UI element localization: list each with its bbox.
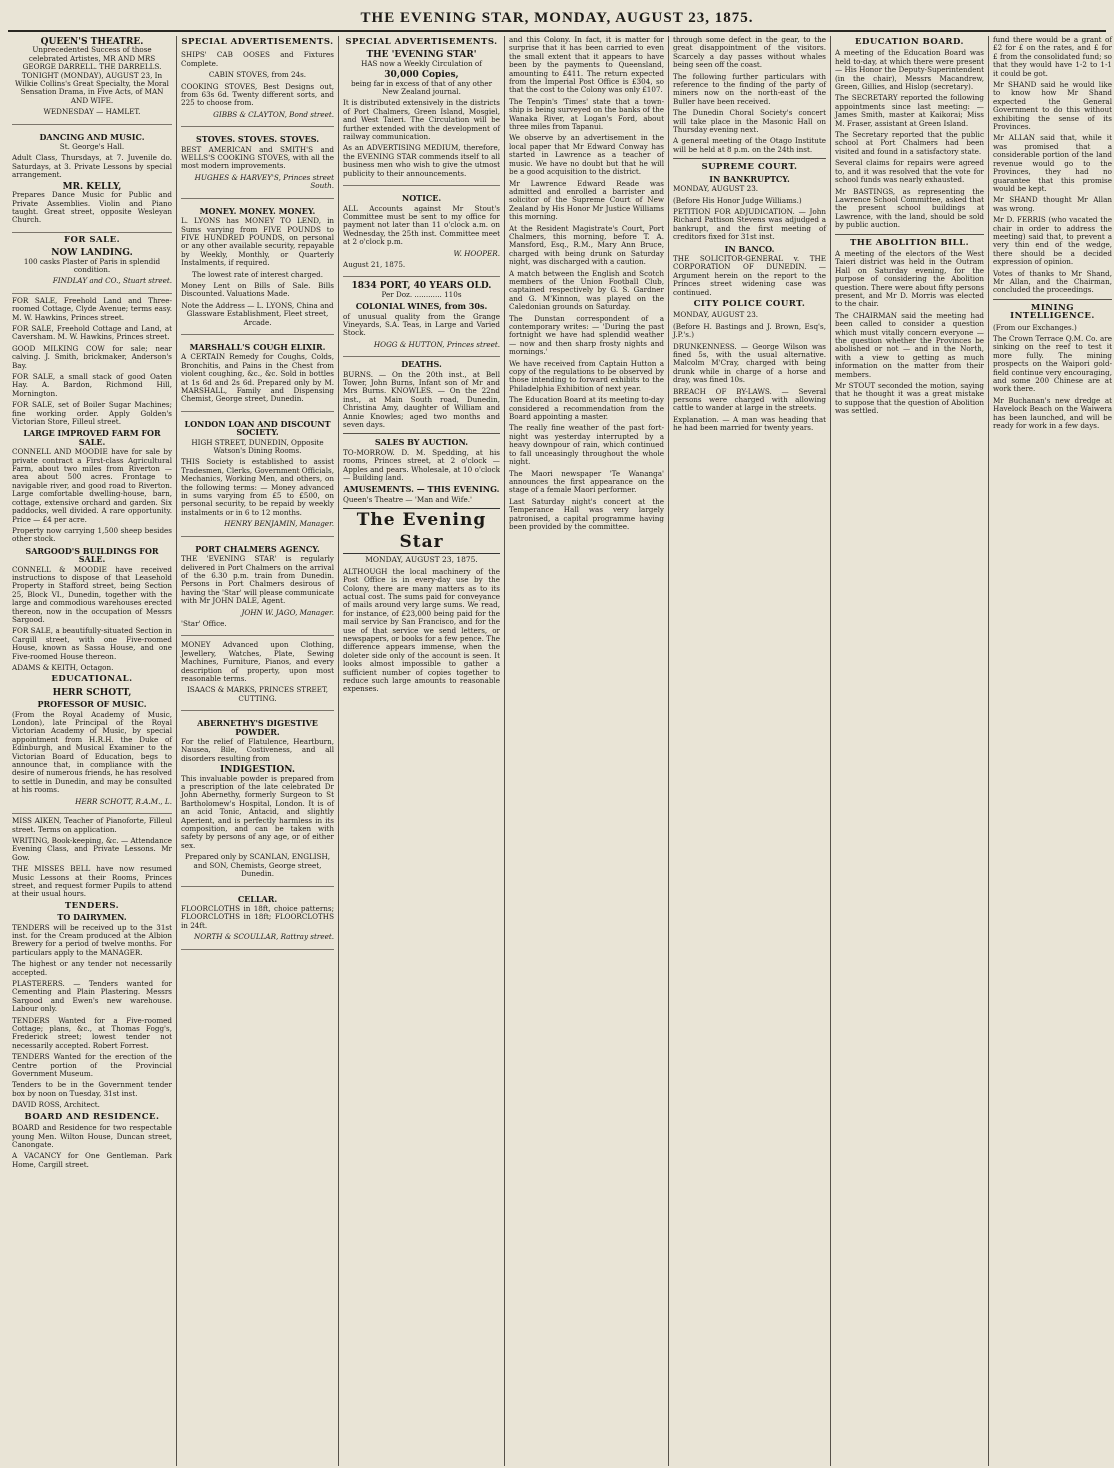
schott-sign: HERR SCHOTT, R.A.M., L. [75,796,172,806]
mining-text: The Crown Terrace Q.M. Co. are sinking on the reef to test it more fully. The mining prospects on the Waipori gold-field continue very encouraging, and some 200 Chinese are at work there. [993,334,1112,394]
columns [8,36,1112,1466]
amusements-text: Queen's Theatre — 'Man and Wife.' [343,494,472,504]
abolition-bill-heading: THE ABOLITION BILL. [849,237,970,248]
kelly-name: MR. KELLY, [62,181,122,192]
farm-heading: LARGE IMPROVED FARM FOR SALE. [23,428,161,447]
schott-title: PROFESSOR OF MUSIC. [37,699,147,710]
vacancy-ad: A VACANCY for One Gentleman. Park Home, Cargill street. [12,1151,172,1169]
money-heading: MONEY. MONEY. MONEY. [199,205,316,216]
masthead: THE EVENING STAR, MONDAY, AUGUST 23, 1875. [8,6,1106,32]
port-wine-ad [343,280,500,357]
lyons-interest: The lowest rate of interest charged. [191,269,323,279]
farm-text: CONNELL AND MOODIE have for sale by private contract a First-class Agricultural Farm, about two miles from Riverton — area about 500 acres. Frontage to navigable river, and good road to Riverton. Large comfortable dwelling-house, barn, cottage, extensive orchard and garden. Six paddocks, well divided. A rare opportunity. Price — £4 per acre. [12,447,172,524]
col4-para-1: The Tenpin's 'Times' state that a town-ship is being surveyed on the banks of the Wanaka River, at Logan's Ford, about three miles from Tapanui. [509,96,664,132]
notice-heading: NOTICE. [401,193,442,204]
amusements-heading: AMUSEMENTS. — THIS EVENING. [343,484,500,495]
col4-para-7: We have received from Captain Hutton a copy of the regulations to be observed by those intending to forward exhibits to the Philadelphia Exhibition of next year. [509,358,664,393]
star-ad-title: THE 'EVENING STAR' [366,50,477,61]
mining-heading: MINING INTELLIGENCE. [1010,302,1095,322]
banco-text: THE SOLICITOR-GENERAL v. THE CORPORATION OF DUNEDIN. — Argument herein on the report to the Princes street widening case was continued. [673,253,826,297]
abernethy-heading: ABERNETHY'S DIGESTIVE POWDER. [197,718,318,737]
notice-date: August 21, 1875. [343,259,406,269]
london-text: THIS Society is established to assist Tradesmen, Clerks, Government Officials, Mechanics, Working Men, and others, on the following terms: — Money advanced in sums varying from £5 to £500, on personal security, to be repaid by weekly instalments or in 6 to 12 months. [181,457,334,517]
circulation-figure: 30,000 Copies, [384,70,459,81]
education-text-4: Several claims for repairs were agreed to, and it was resolved that the vote for school funds was nearly exhausted. [835,158,984,185]
queens-theatre-ad [12,36,172,125]
sale-3: FOR SALE, a small stack of good Oaten Hay. A. Bardon, Richmond Hill, Mornington. [12,372,172,398]
sale-1: FOR SALE, Freehold Land and Three-roomed Cottage, Clyde Avenue; terms easy. M. W. Hawkins, Princes street. [12,295,172,322]
dairy-note: The highest or any tender not necessarily accepted. [12,959,172,977]
editorial-text: ALTHOUGH the local machinery of the Post Office is in every-day use by the Colony, there are many matters as to its actual cost. The sums paid for conveyance of mails around very large sums. We read, for instance, of £23,000 being paid for the mail service by San Francisco, and for the use of that service we send letters, or newspapers, or books for a few pence. The difference appears immense, when the doleter side only of the account is seen. It looks almost impossible to gather a sufficient number of copies together to reduce such large amounts to reasonable expenses. [343,566,500,694]
educational-heading: EDUCATIONAL. [51,674,133,685]
supreme-court-heading: SUPREME COURT. [701,162,798,173]
bankruptcy-before: (Before His Honor Judge Williams.) [673,195,802,205]
dancing-hall: St. George's Hall. [59,142,125,152]
divider [343,433,500,434]
gibbs-clayton: GIBBS & CLAYTON, Bond street. [213,109,334,119]
bankruptcy-date: MONDAY, AUGUST 23. [673,184,759,194]
police-court-heading: CITY POLICE COURT. [693,298,806,309]
cow-ad: GOOD MILKING COW for sale; near calving. J. Smith, brickmaker, Anderson's Bay. [12,343,172,370]
writing-ad: WRITING, Book-keeping, &c. — Attendance Evening Class, and Private Lessons. Mr Gow. [12,835,172,862]
ross-sign: DAVID ROSS, Architect. [12,1100,100,1110]
queens-wednesday: WEDNESDAY — HAMLET. [43,107,141,117]
special-ads-heading: SPECIAL ADVERTISEMENTS. [181,37,334,47]
col4-para-3: Mr Lawrence Edward Reade was admitted and enrolled a barrister and solicitor of the Supreme Court of New Zealand by His Honor Mr Justice Williams this morning. [509,178,664,222]
lyons-bills: Money Lent on Bills of Sale. Bills Discounted. Valuations Made. [181,280,334,299]
column-1 [8,36,176,1466]
marshall-heading: MARSHALL'S COUGH ELIXIR. [189,341,326,352]
col7-para-3: Mr SHAND thought Mr Allan was wrong. [993,195,1112,213]
col4-para-2: We observe by an advertisement in the local paper that Mr Edward Conway has started in Lawrence as a teacher of music. We have no doubt but that he will be a good acquisition to the district. [509,133,664,177]
banco-heading: IN BANCO. [724,243,775,254]
abernethy-text: For the relief of Flatulence, Heartburn, Nausea, Bile, Costiveness, and all disorders resulting from [181,737,334,763]
col5-para-2: The Dunedin Choral Society's concert will take place in the Masonic Hall on Thursday evening next. [673,108,826,135]
now-landing: NOW LANDING. [51,248,133,259]
tenders-heading: TENDERS. [64,900,120,911]
abolition-text-3: Mr STOUT seconded the motion, saying that he thought it was a great mistake to suppose that the question of Abolition was settled. [835,381,984,416]
col4-para-8: The Education Board at its meeting to-day considered a recommendation from the Board appointing a master. [509,395,664,422]
col4-opening: and this Colony. In fact, it is matter for surprise that it has been carried to even the small extent that it appears to have been by the payments to Queensland, amounting to £411. The return expected from the Imperial Post Office is £304, so that the cost to the Colony was only £107. [509,36,664,95]
column-5 [668,36,830,1466]
sale-5: FOR SALE, a beautifully-situated Section in Cargill street, with one Five-roomed House, known as Sassa House, and one Five-roomed House thereon. [12,626,172,661]
col7-para-5: Votes of thanks to Mr Shand, Mr Allan, and the Chairman, concluded the proceedings. [993,268,1112,295]
hughes-harvey: HUGHES & HARVEY'S, Princes street South. [194,172,334,191]
education-text: A meeting of the Education Board was held to-day, at which there were present — His Honor the Deputy-Superintendent (in the chair), Messrs Macandrew, Green, Gillies, and Hislop (secretary). [835,48,984,92]
col4-para-11: Last Saturday night's concert at the Temperance Hall was very largely patronised, a capital programme having been provided by the committee. [509,496,664,531]
abernethy-more: This invaluable powder is prepared from a prescription of the late celebrated Dr John Abernethy, formerly Surgeon to St Bartholomew's Hospital, London. It is of an acid Tonic, Antacid, and slightly Aperient, and is perfectly harmless in its composition, and can be taken with safety by persons of any age, or of either sex. [181,773,334,850]
jago-sign: JOHN W. JAGO, Manager. [241,607,334,617]
schott-ad [12,687,172,814]
north-scoullar: NORTH & SCOULLAR, Rattray street. [194,932,334,942]
dancing-heading: DANCING AND MUSIC. [39,131,145,142]
column-3 [338,36,504,1466]
dairymen-heading: TO DAIRYMEN. [57,912,127,923]
cooking-stoves: COOKING STOVES, Best Designs out, from 63s 6d. Twenty different sorts, and 225 to choose from. [181,81,334,108]
cellar-ad [181,890,334,950]
col4-para-6: The Dunstan correspondent of a contemporary writes: — 'During the past fortnight we have had splendid weather — now and then sharp frosty nights and mornings.' [509,313,664,357]
stoves-ad [181,130,334,198]
sargood-text: CONNELL & MOODIE have received instructions to dispose of that Leasehold Property in Stafford street, being Section 25, Block VI., Dunedin, together with the large and commodious warehouses erected thereon, now in the occupation of Messrs Sargood. [12,564,172,624]
isaacs-marks: ISAACS & MARKS, PRINCES STREET, CUTTING. [186,685,329,703]
board-heading: BOARD AND RESIDENCE. [24,1111,160,1122]
education-board-heading: EDUCATION BOARD. [854,37,965,47]
explanation-text: Explanation. — A man was heading that he had been married for twenty years. [673,414,826,433]
deaths-text: BURNS. — On the 20th inst., at Bell Tower, John Burns, Infant son of Mr and Mrs Burns. KNOWLES. — On the 22nd inst., at Main South road, Dunedin, Christina Amy, daughter of William and Annie Knowles; aged two months and seven days. [343,369,500,430]
col4-para-9: The really fine weather of the past fort-night was yesterday interrupted by a heavy downpour of rain, which continued to fall unceasingly throughout the whole night. [509,423,664,467]
ships-text: SHIPS' CAB OOSES and Fixtures Complete. [181,50,334,68]
education-text-5: Mr BASTINGS, as representing the Lawrence School Committee, asked that the present school buildings at Lawrence, with the land, should be sold by public auction. [835,186,984,230]
lyons-address: Note the Address — L. LYONS, China and Glassware Establishment, Fleet street, Arcade. [181,300,334,327]
bell-ad: THE MISSES BELL have now resumed Music Lessons at their Rooms, Princes street, and request former Pupils to attend at their usual hours. [12,864,172,899]
abolition-text-2: The CHAIRMAN said the meeting had been called to consider a question which must vitally concern everyone — the question whether the Provinces be abolished or not — and in the North, with a view to getting as much information on the matter from their members. [835,310,984,379]
notice-ad [343,189,500,277]
findlay: FINDLAY and CO., Stuart street. [52,276,172,286]
bankruptcy-text: PETITION FOR ADJUDICATION. — John Richard Pattison Stevens was adjudged a bankrupt, and the first meeting of creditors fixed for 31st inst. [673,206,826,242]
column-6 [830,36,988,1466]
london-loan-ad [181,415,334,537]
col4-para-10: The Maori newspaper 'Te Wananga' announces the first appearance on the stage of a female Maori performer. [509,468,664,495]
auction-text: TO-MORROW. D. M. Spedding, at his rooms, Princes street, at 2 o'clock — Apples and pears. Wholesale, at 10 o'clock — Building land. [343,447,500,483]
dairy-text: TENDERS will be received up to the 31st inst. for the Cream produced at the Albion Brewery for a period of twelve months. For particulars apply to the MANAGER. [12,922,172,957]
chalmers-agency-ad [181,540,334,637]
plasterers-ad: PLASTERERS. — Tenders wanted for Cementing and Plain Plastering. Messrs Sargood and Ewen's new warehouse. Labour only. [12,979,172,1014]
prepared-by: Prepared only by SCANLAN, ENGLISH, and SON, Chemists, George street, Dunedin. [184,852,331,879]
police-text-2: BREACH OF BY-LAWS. — Several persons were charged with allowing cattle to wander at large in the streets. [673,386,826,413]
tenders-4: Tenders to be in the Government tender box by noon on Tuesday, 31st inst. [12,1080,172,1098]
london-address: HIGH STREET, DUNEDIN, Opposite Watson's Dining Rooms. [191,437,324,456]
star-ad-text: HAS now a Weekly Circulation of [361,58,482,68]
abernethy-ad [181,714,334,886]
divider [835,234,984,235]
hogg-hutton: HOGG & HUTTON, Princes street. [373,339,500,349]
education-text-3: The Secretary reported that the public school at Port Chalmers had been visited and found in a satisfactory state. [835,130,984,156]
col7-para-1: Mr SHAND said he would like to know how Mr Shand expected the General Government to do this without exhibiting the sense of its Provinces. [993,80,1112,132]
sale-4: FOR SALE, set of Boiler Sugar Machines; fine working order. Apply Golden's Victorian Store, Filleul street. [12,400,172,427]
marshall-text: A CERTAIN Remedy for Coughs, Colds, Bronchitis, and Pains in the Chest from violent coughing, &c., &c. Sold in bottles at 1s 6d and 2s 6d. Prepared only by M. MARSHALL, Family and Dispensing Chemist, George street, Dunedin. [181,352,334,404]
farm-note: Property now carrying 1,500 sheep besides other stock. [12,525,172,544]
notice-text: ALL Accounts against Mr Stout's Committee must be sent to my office for payment not later than 11 o'clock a.m. on Wednesday, the 25th inst. Committee meet at 2 o'clock p.m. [343,203,500,247]
col5-opening: through some defect in the gear, to the great disappointment of the visitors. Scarcely a day passes without whales being seen off the coast. [673,36,826,70]
mining-exchanges: (From our Exchanges.) [993,322,1077,332]
col5-para-1: The following further particulars with reference to the finding of the party of miners now on the north-east of the Buller have been received. [673,71,826,106]
queens-text: Unprecedented Success of those celebrated Artistes, MR AND MRS GEORGE DARRELL. THE DARRELLS. TONIGHT (MONDAY), AUGUST 23, In Wilkie Collins's Great Specialty, the Moral Sensation Drama, in Five Acts, of MAN AND WIFE. [15,45,169,105]
cellar-heading: CELLAR. [237,893,278,904]
lyons-text: L. LYONS has MONEY TO LEND, in Sums varying from FIVE POUNDS to FIVE HUNDRED POUNDS, on personal or any other available security, repayable by Weekly, Monthly, or Quarterly Instalments, if required. [181,216,334,268]
sale-2: FOR SALE, Freehold Cottage and Land, at Caversham. M. W. Hawkins, Princes street. [12,323,172,342]
advertising-medium: As an ADVERTISING MEDIUM, therefore, the EVENING STAR commends itself to all business men who wish to give the utmost publicity to their announcements. [343,143,500,178]
col7-para-4: Mr D. FERRIS (who vacated the chair in order to address the meeting) said that, to prevent a very thin end of the wedge, there should be a decided expression of opinion. [993,215,1112,267]
for-sale-heading: FOR SALE. [63,234,121,245]
ships-ad [181,49,334,127]
chalmers-heading: PORT CHALMERS AGENCY. [195,543,320,554]
aiken-ad: MISS AIKEN, Teacher of Pianoforte, Filleul street. Terms on application. [12,816,172,834]
kelly-text: Prepares Dance Music for Public and Private Assemblies. Violin and Piano taught. Great street, opposite Wesleyan Church. [12,190,172,225]
col4-para-4: At the Resident Magistrate's Court, Port Chalmers, this morning, before T. A. Mansford, Esq., R.M., Mary Ann Bruce, charged with being drunk on Saturday night, was discharged with a caution. [509,223,664,267]
money-ad [181,202,334,335]
deaths-heading: DEATHS. [401,359,442,370]
bankruptcy-heading: IN BANKRUPTCY. [709,173,790,184]
hooper-sign: W. HOOPER. [453,248,500,258]
adams-keith: ADAMS & KEITH, Octagon. [12,663,114,672]
auction-heading: SALES BY AUCTION. [374,437,469,448]
police-date: MONDAY, AUGUST 23. [673,310,759,320]
editorial-date: MONDAY, AUGUST 23, 1875. [365,555,478,565]
colonial-wines: COLONIAL WINES, from 30s. [355,301,488,312]
london-heading: LONDON LOAN AND DISCOUNT SOCIETY. [184,418,331,438]
col5-para-3: A general meeting of the Otago Institute will be held at 8 p.m. on the 24th inst. [673,136,826,154]
special-ads-heading-2: SPECIAL ADVERTISEMENTS. [345,37,498,47]
benjamin-sign: HENRY BENJAMIN, Manager. [224,519,334,529]
police-text: DRUNKENNESS. — George Wilson was fined 5s, with the usual alternative. Malcolm M'Cray, charged with being drunk while in charge of a horse and dray, was fined 10s. [673,341,826,385]
police-before: (Before H. Bastings and J. Brown, Esq's, J.P.'s.) [673,321,826,340]
divider [673,158,826,159]
tenders-3: TENDERS Wanted for the erection of the Centre portion of the Provincial Government Museum. [12,1052,172,1079]
star-circulation-ad [343,49,500,186]
column-7 [988,36,1114,1466]
money-advanced-ad [181,639,334,711]
col7-opening: fund there would be a grant of £2 for £ on the rates, and £ for £ from the consolidated fund; so that they would have 1-2 to 1-1 it could be got. [993,36,1112,78]
plaster-text: 100 casks Plaster of Paris in splendid condition. [23,256,161,274]
mining-text-2: Mr Buchanan's new dredge at Havelock Beach on the Waiwera has been launched, and will be ready for work in a few days. [993,395,1112,431]
american-stoves: BEST AMERICAN and SMITH'S and WELLS'S COOKING STOVES, with all the most modern improvements. [181,144,334,171]
stoves-heading: STOVES. STOVES. STOVES. [196,134,319,145]
col7-para-2: Mr ALLAN said that, while it was promised that a considerable portion of the land revenue would go to the Provinces, they had no guarantee that this promise would be kept. [993,133,1112,193]
tenders-2: TENDERS Wanted for a Five-roomed Cottage; plans, &c., at Thomas Fogg's, Frederick street; lowest tender not necessarily accepted. Robert Forrest. [12,1015,172,1050]
colonial-text: of unusual quality from the Grange Vineyards, S.A. Teas, in Large and Varied Stock. [343,311,500,338]
col4-para-5: A match between the English and Scotch members of the Union Football Club, captained respectively by G. S. Gardner and G. M'Kinnon, was played on the Caledonian grounds on Saturday. [509,268,664,312]
board-text: BOARD and Residence for two respectable young Men. Wilton House, Duncan street, Canongate. [12,1123,172,1149]
dancing-text: Adult Class, Thursdays, at 7. Juvenile do. Saturdays, at 3. Private Lessons by special arrangement. [12,153,172,180]
education-text-2: The SECRETARY reported the following appointments since last meeting: — James Smith, master at Kaikorai; Miss M. Fraser, assistant at Green Island. [835,93,984,128]
queens-heading: QUEEN'S THEATRE. [40,37,144,47]
schott-name: HERR SCHOTT, [52,687,132,698]
chalmers-text: THE 'EVENING STAR' is regularly delivered in Port Chalmers on the arrival of the 6.30 p.m. train from Dunedin. Persons in Port Chalmers desirous of having the 'Star' will please communicate with Mr JOHN DALE, Agent. [181,554,334,606]
marshall-ad [181,338,334,412]
plaster-ad [12,247,172,294]
star-ad-more: being far in excess of that of any other New Zealand journal. [350,78,493,97]
evening-star-banner: The Evening Star [343,508,500,554]
money-2-text: MONEY Advanced upon Clothing, Jewellery, Watches, Plate, Sewing Machines, Furniture, Pianos, and every description of property, upon most reasonable terms. [181,640,334,683]
dancing-ad [12,128,172,233]
port-heading: 1834 PORT, 40 YEARS OLD. [351,281,492,292]
cabin-stoves: CABIN STOVES, from 24s. [208,70,307,80]
column-2 [176,36,338,1466]
star-ad-detail: It is distributed extensively in the districts of Port Chalmers, Green Island, Mosgiel, and West Taieri. The Circulation will be further extended with the development of railway communication. [343,98,500,142]
port-price: Per Doz. ............ 110s [381,289,462,299]
column-4 [504,36,668,1466]
abolition-text: A meeting of the electors of the West Taieri district was held in the Outram Hall on Saturday evening, for the purpose of considering the Abolition question. There were about fifty persons present, and Mr D. Morris was elected to the chair. [835,248,984,309]
divider [993,299,1112,300]
floorcloths: FLOORCLOTHS in 18ft, choice patterns; FLOORCLOTHS in 18ft; FLOORCLOTHS in 24ft. [181,903,334,930]
sargood-heading: SARGOOD'S BUILDINGS FOR SALE. [25,545,159,565]
star-office: 'Star' Office. [181,618,227,628]
indigestion: INDIGESTION. [219,765,296,776]
schott-text: (From the Royal Academy of Music, London), late Principal of the Royal Victorian Academy of Music, by special appointment from H.R.H. the Duke of Edinburgh, and Musical Examiner to the Victorian Board of Education, begs to announce that, in compliance with the desire of numerous friends, he has resolved to settle in Dunedin, and may be consulted at his rooms. [12,709,172,795]
